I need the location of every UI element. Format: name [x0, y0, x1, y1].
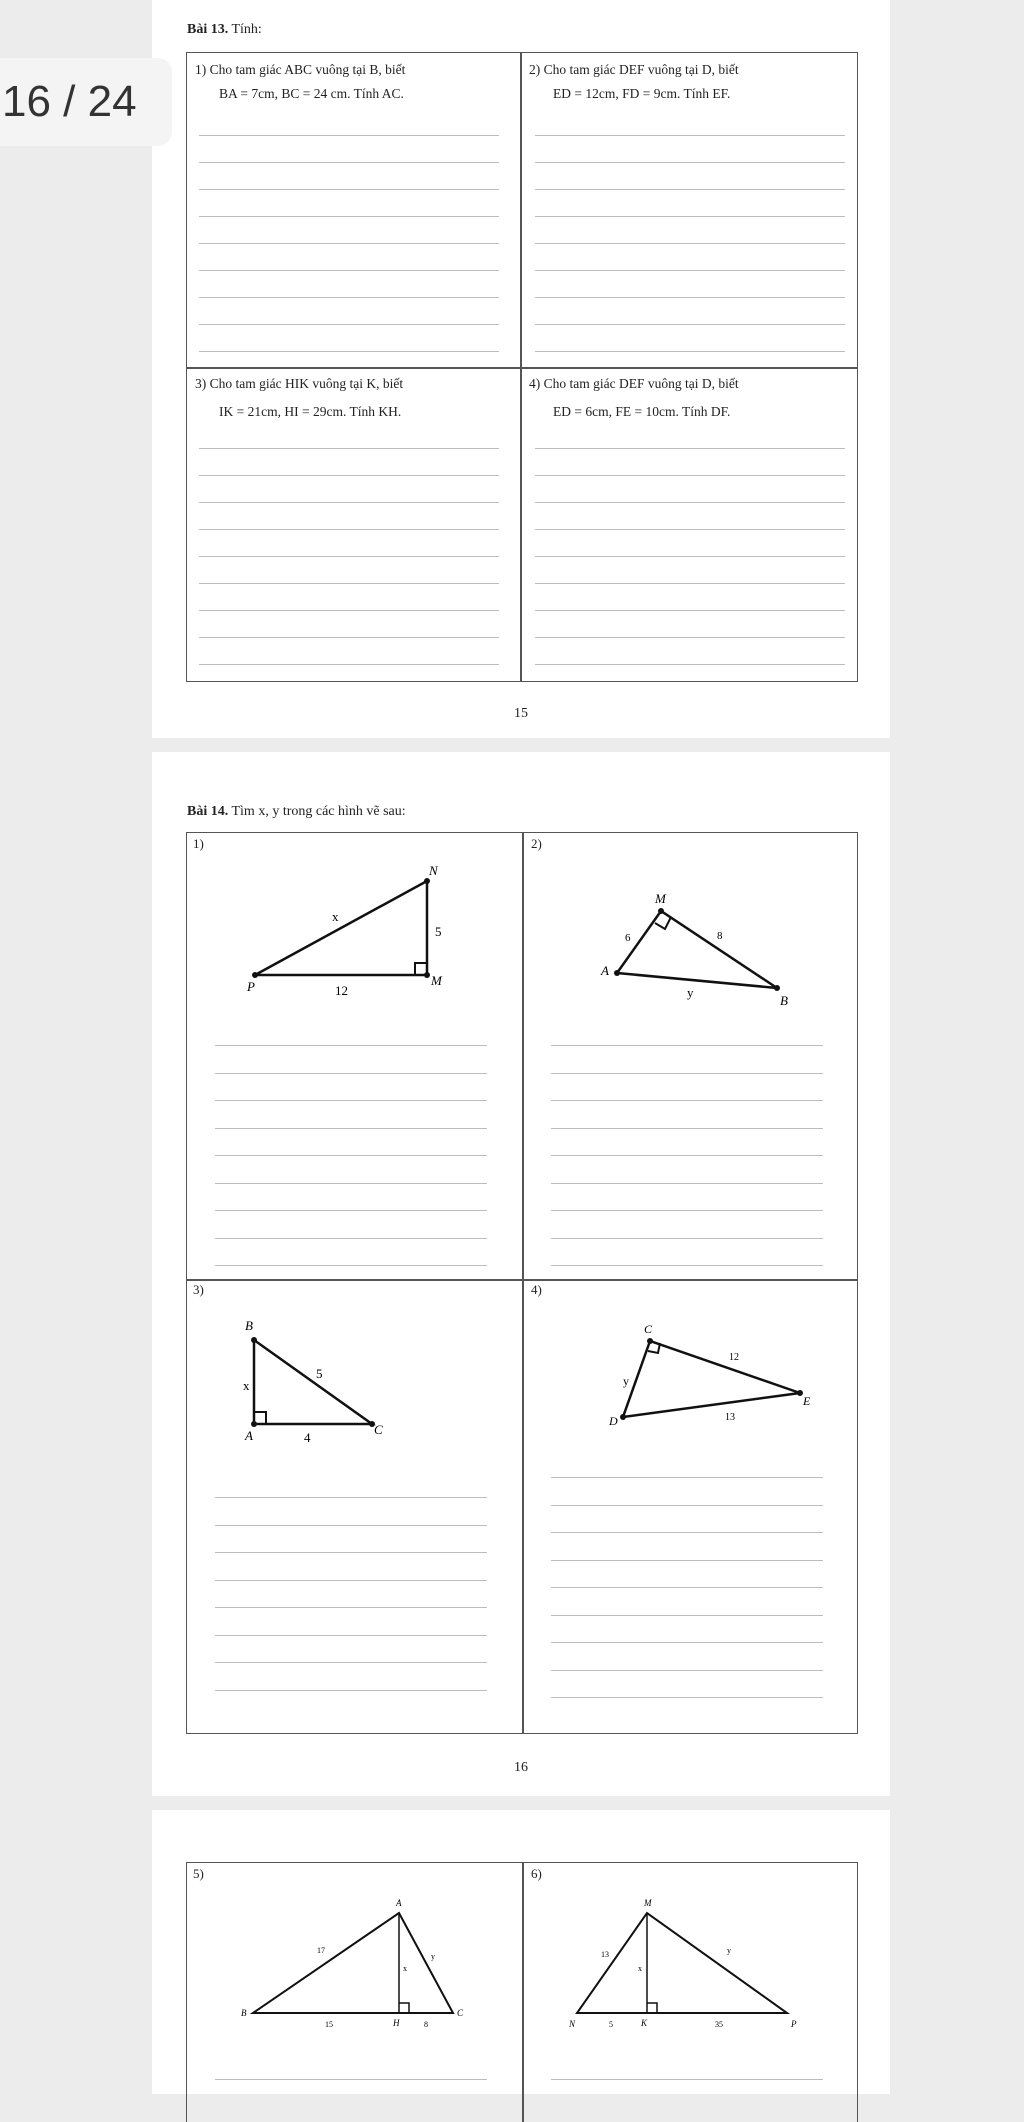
fig1-side-x: x [332, 909, 339, 924]
fig2-side-y: y [687, 985, 694, 1000]
figure-2-triangle-AMB [567, 863, 847, 1008]
fig5-vertex-A: A [396, 1898, 402, 1908]
fig3-vertex-C: C [374, 1422, 383, 1437]
fig2-vertex-B: B [780, 993, 788, 1008]
fig6-side-5: 5 [609, 2020, 613, 2029]
fig3-side-4: 4 [304, 1430, 311, 1445]
exercise-13-table [186, 52, 858, 682]
fig2-vertex-M: M [655, 891, 666, 906]
figure-4-triangle-CDE [567, 1303, 857, 1453]
page-counter: 16 / 24 [0, 58, 172, 146]
exercise-14-table-continued [186, 1862, 858, 2122]
fig2-vertex-A: A [601, 963, 609, 978]
fig4-side-13: 13 [725, 1412, 735, 1423]
figure-5-triangle-ABC [227, 1891, 467, 2029]
fig4-vertex-C: C [644, 1322, 653, 1336]
problem-13-3 [195, 369, 515, 425]
fig6-side-13: 13 [601, 1950, 609, 1959]
page-number-16: 16 [514, 1760, 528, 1775]
fig3-vertex-B: B [245, 1318, 253, 1333]
fig3-vertex-A: A [245, 1428, 253, 1443]
fig4-vertex-D: D [609, 1414, 618, 1428]
fig2-side-8: 8 [717, 930, 723, 942]
fig5-side-y: y [431, 1952, 435, 1961]
problem-13-4-lead: 4) Cho tam giác DEF vuông tại D, biết [529, 376, 739, 391]
fig5-vertex-C: C [457, 2008, 464, 2018]
cell-label-6: 6) [531, 1866, 542, 1881]
fig1-side-12: 12 [335, 983, 348, 998]
fig6-vertex-P: P [791, 2019, 797, 2029]
fig4-side-12: 12 [729, 1352, 739, 1363]
fig6-vertex-K: K [641, 2018, 648, 2028]
fig1-vertex-P: P [247, 979, 255, 994]
document-page-17 [152, 1810, 890, 2094]
fig3-side-5: 5 [316, 1366, 323, 1381]
problem-13-2 [529, 55, 849, 103]
fig6-vertex-N: N [569, 2019, 576, 2029]
fig4-vertex-E: E [803, 1394, 811, 1408]
fig5-side-8: 8 [424, 2020, 428, 2029]
fig1-side-5: 5 [435, 924, 442, 939]
fig6-vertex-M: M [644, 1898, 652, 1908]
fig5-side-15: 15 [325, 2020, 333, 2029]
problem-13-2-lead: 2) Cho tam giác DEF vuông tại D, biết [529, 62, 739, 77]
problem-13-1 [195, 55, 515, 103]
cell-label-5: 5) [193, 1866, 204, 1881]
fig2-side-6: 6 [625, 932, 631, 944]
problem-13-2-condition: ED = 12cm, FD = 9cm. Tính EF. [553, 86, 731, 101]
fig1-vertex-N: N [429, 863, 438, 878]
fig1-vertex-M: M [431, 973, 442, 988]
fig6-side-35: 35 [715, 2020, 723, 2029]
problem-13-1-condition: BA = 7cm, BC = 24 cm. Tính AC. [219, 86, 404, 101]
fig5-vertex-B: B [241, 2008, 247, 2018]
problem-13-3-condition: IK = 21cm, HI = 29cm. Tính KH. [219, 404, 402, 419]
cell-label-3: 3) [193, 1282, 204, 1297]
fig5-vertex-H: H [393, 2018, 400, 2028]
figure-6-triangle-MNP [567, 1891, 807, 2029]
exercise-13-instruction: Tính: [228, 22, 262, 37]
exercise-13-title [187, 22, 262, 38]
problem-13-4 [529, 369, 849, 425]
cell-label-1: 1) [193, 836, 204, 851]
document-page-15 [152, 0, 890, 738]
cell-label-2: 2) [531, 836, 542, 851]
problem-13-4-condition: ED = 6cm, FE = 10cm. Tính DF. [553, 404, 731, 419]
problem-13-1-lead: 1) Cho tam giác ABC vuông tại B, biết [195, 62, 406, 77]
exercise-13-number: Bài 13. [187, 22, 229, 37]
page-number-15: 15 [514, 706, 528, 721]
exercise-14-title [187, 804, 406, 820]
exercise-14-number: Bài 14. [187, 804, 229, 819]
fig3-side-x: x [243, 1378, 250, 1393]
exercise-14-instruction: Tìm x, y trong các hình vẽ sau: [228, 804, 406, 819]
fig6-side-x: x [638, 1964, 642, 1973]
problem-13-3-lead: 3) Cho tam giác HIK vuông tại K, biết [195, 376, 404, 391]
figure-3-triangle-ABC [237, 1308, 437, 1448]
exercise-14-table [186, 832, 858, 1734]
fig6-side-y: y [727, 1946, 731, 1955]
cell-label-4: 4) [531, 1282, 542, 1297]
fig4-side-y: y [623, 1374, 629, 1388]
figure-1-triangle-PMN [247, 863, 447, 998]
document-page-16 [152, 752, 890, 1796]
fig5-side-17: 17 [317, 1946, 325, 1955]
fig5-side-x: x [403, 1964, 407, 1973]
